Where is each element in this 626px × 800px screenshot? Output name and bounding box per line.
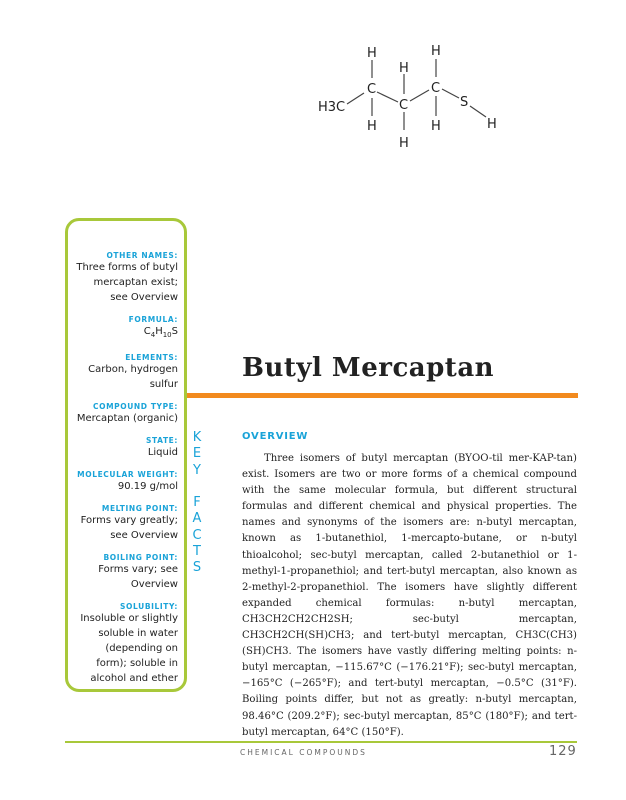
fact-value-elements: Carbon, hydrogen sulfur: [88, 364, 178, 390]
footer-rule: [65, 741, 577, 743]
footer-book-title: CHEMICAL COMPOUNDS: [240, 748, 367, 757]
fact-value-compound-type: Mercaptan (organic): [76, 413, 178, 424]
hydrogen-atom: H: [399, 61, 409, 76]
fact-value-boiling-point: Forms vary; see Overview: [98, 564, 178, 590]
carbon-atom-3: C: [431, 81, 441, 96]
fact-value-melting-point: Forms vary greatly; see Overview: [80, 515, 178, 541]
page-number: 129: [549, 744, 577, 759]
fact-value-formula: $C_4H_{10}S$: [143, 326, 178, 339]
fact-label-state: STATE:: [146, 436, 178, 445]
compound-title: Butyl Mercaptan: [242, 353, 495, 383]
methyl-group-label: H3C: [318, 100, 346, 115]
hydrogen-atom: H: [367, 46, 377, 61]
fact-label-other-names: OTHER NAMES:: [106, 251, 178, 260]
fact-value-state: Liquid: [147, 447, 178, 458]
fact-value-molecular-weight: 90.19 g/mol: [117, 481, 178, 492]
fact-label-formula: FORMULA:: [128, 315, 178, 324]
fact-label-elements: ELEMENTS:: [125, 353, 178, 362]
fact-label-compound-type: COMPOUND TYPE:: [93, 402, 178, 411]
hydrogen-atom: H: [367, 119, 377, 134]
sulfur-atom: S: [460, 95, 469, 110]
hydrogen-atom: H: [431, 44, 441, 59]
key-facts-sidebar: [65, 218, 187, 692]
hydrogen-atom: H: [399, 136, 409, 151]
fact-label-melting-point: MELTING POINT:: [101, 504, 178, 513]
fact-value-solubility: Insoluble or slightly soluble in water (depending on form); soluble in alcohol and ether: [80, 613, 178, 684]
carbon-atom-1: C: [367, 82, 377, 97]
title-rule: [187, 393, 578, 398]
key-facts-vertical-label: K E Y F A C T S: [192, 430, 202, 576]
fact-label-boiling-point: BOILING POINT:: [103, 553, 178, 562]
hydrogen-atom: H: [487, 117, 497, 132]
fact-value-other-names: Three forms of butyl mercaptan exist; see Overview: [76, 262, 178, 303]
butyl-mercaptan-structure: [310, 38, 520, 156]
overview-body: Three isomers of butyl mercaptan (BYOO-til mer-KAP-tan) exist. Isomers are two or more forms of a chemical compound with the same molecular formula, but different structural formulas and different chemical and physical properties. The names and synonyms of the isomers are: n-butyl mercaptan, known as 1-butanethiol, 1-mercapto-butane, or n-butyl thioalcohol; sec-butyl mercaptan, called 2-butanethiol or 1-methyl-1-propanethiol; and tert-butyl mercaptan, also known as 2-methyl-2-propanethiol. The isomers have slightly different expanded chemical formulas: n-butyl mercaptan, CH3CH2CH2CH2SH; sec-butyl mercaptan, CH3CH2CH(SH)CH3; and tert-butyl mercaptan, CH3C(CH3)(SH)CH3. The isomers have vastly differing melting points: n-butyl mercaptan, −115.67°C (−176.21°F); sec-butyl mercaptan, −165°C (−265°F); and tert-butyl mercaptan, −0.5°C (31°F). Boiling points differ, but not as greatly: n-butyl mercaptan, 98.46°C (209.2°F); sec-butyl mercaptan, 85°C (180°F); and tert-butyl mercaptan, 64°C (150°F).: [242, 453, 577, 738]
carbon-atom-2: C: [399, 98, 409, 113]
hydrogen-atom: H: [431, 119, 441, 134]
fact-label-solubility: SOLUBILITY:: [120, 602, 178, 611]
fact-label-molecular-weight: MOLECULAR WEIGHT:: [77, 470, 178, 479]
overview-heading: OVERVIEW: [242, 431, 309, 442]
